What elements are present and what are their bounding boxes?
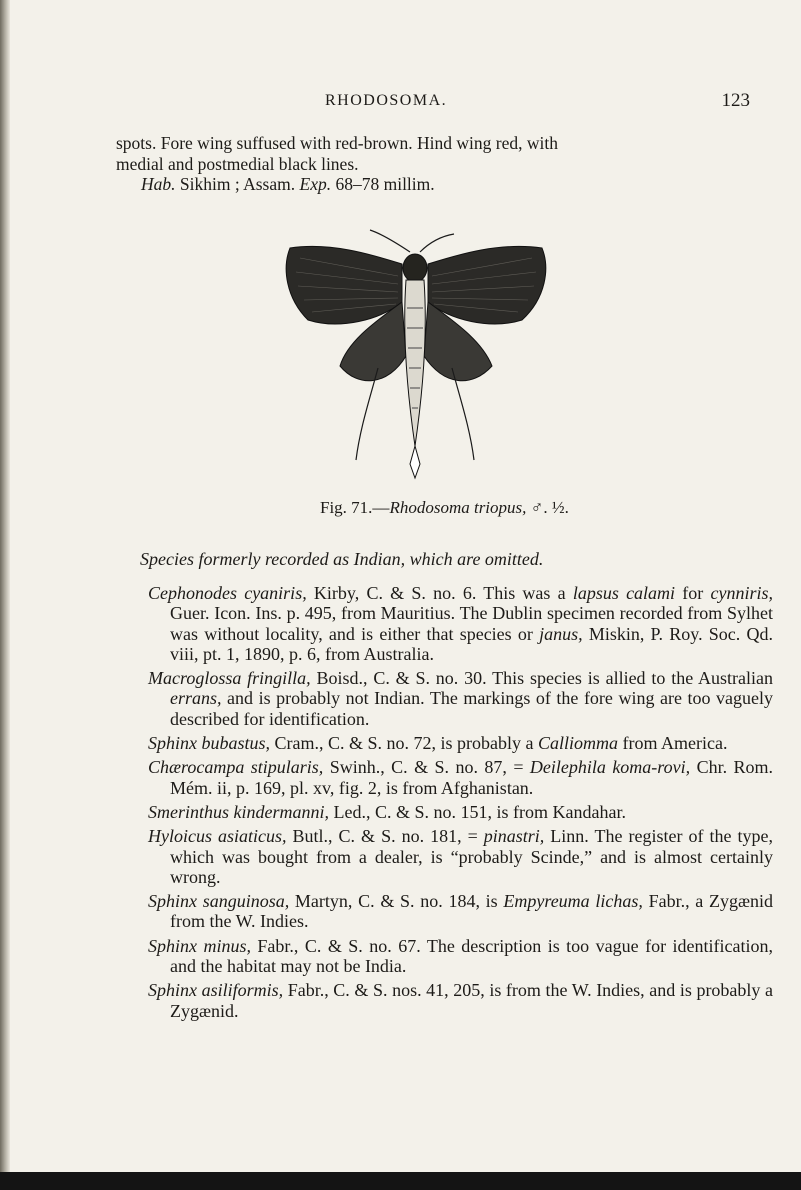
section-heading: Species formerly recorded as Indian, which are omitted. — [140, 549, 544, 569]
moth-thorax — [403, 254, 427, 282]
exp-text: 68–78 millim. — [331, 174, 435, 194]
entry-text: Linn. The register of the type, which was bought from a dealer, is “probably Scinde,” and is almost certainly wrong. — [170, 826, 773, 887]
intro-line-2: medial and postmedial black lines. — [116, 153, 359, 174]
species-name: Sphinx sanguinosa, — [148, 891, 290, 912]
entry-text: Led., C. & S. no. 151, is from Kandahar. — [328, 801, 626, 822]
figure-caption — [320, 498, 569, 518]
entry-text: and is probably not Indian. The markings of the fore wing are too vaguely described for identification. — [170, 688, 773, 729]
entry-text: Guer. Icon. Ins. p. 495, from Mauritius. The Dublin specimen recorded from Sylhet was without locality, and is either that species or — [170, 603, 773, 644]
hab-text: Sikhim ; Assam. — [175, 174, 300, 194]
page-binding-edge — [0, 0, 10, 1190]
entry-text: Cram., C. & S. no. 72, is probably a — [270, 733, 539, 754]
book-page — [30, 0, 790, 1190]
page-number: 123 — [721, 90, 750, 111]
entry-italic: Calliomma — [538, 733, 619, 754]
entry-sphinx-minus — [148, 936, 773, 977]
entry-text: Chr. Rom. Mém. ii, p. 169, pl. xv, fig. 2, is from Afghanistan. — [170, 757, 774, 798]
entry-text: Martyn, C. & S. no. 184, is — [289, 891, 504, 912]
species-name: Cephonodes cyaniris, — [148, 583, 307, 603]
entry-italic: pinastri, — [483, 826, 545, 847]
species-name: Macroglossa fringilla, — [148, 668, 311, 689]
entry-sphinx-sanguinosa — [148, 891, 773, 932]
entry-text: Butl., C. & S. no. 181, = — [286, 826, 484, 847]
running-head — [30, 92, 790, 116]
species-name: Sphinx minus, — [148, 935, 251, 956]
species-entries — [148, 583, 773, 1025]
entry-chaerocampa — [148, 757, 773, 798]
entry-cephonodes — [148, 583, 773, 664]
entry-italic: Deilephila koma-rovi, — [529, 757, 691, 778]
running-head-title: RHODOSOMA. — [325, 92, 448, 109]
moth-abdomen — [405, 280, 426, 446]
moth-illustration — [260, 228, 570, 488]
entry-text: Miskin, P. Roy. Soc. Qd. viii, pt. 1, 1890, p. 6, from Australia. — [170, 623, 773, 664]
entry-text: Fabr., a Zygænid from the W. Indies. — [170, 891, 773, 932]
species-name: Smerinthus kindermanni, — [148, 801, 329, 822]
entry-italic: errans, — [170, 688, 222, 709]
entry-text: for — [675, 583, 711, 603]
entry-text: Fabr., C. & S. no. 67. The description is too vague for identification, and the habitat may not be India. — [170, 935, 773, 977]
caption-suffix: ♂. ½. — [526, 498, 569, 517]
moth-abdomen-tip — [410, 446, 420, 478]
entry-text: Kirby, C. & S. no. 6. This was a — [306, 583, 573, 603]
moth-left-forewing — [286, 246, 402, 324]
entry-macroglossa — [148, 668, 773, 729]
moth-right-antenna — [420, 234, 454, 252]
caption-prefix: Fig. 71.— — [320, 498, 390, 517]
hab-label: Hab. — [141, 174, 176, 194]
entry-sphinx-bubastus — [148, 733, 773, 753]
species-name: Chærocampa stipularis, — [148, 757, 324, 778]
moth-left-antenna — [370, 230, 410, 252]
intro-paragraph — [116, 133, 796, 195]
entry-sphinx-asiliformis — [148, 980, 773, 1021]
entry-text: from America. — [618, 733, 728, 754]
entry-hyloicus — [148, 826, 773, 887]
entry-italic: cynniris, — [710, 583, 773, 603]
entry-text: Boisd., C. & S. no. 30. This species is allied to the Australian — [310, 668, 773, 689]
entry-italic: janus, — [539, 623, 583, 644]
species-name: Sphinx asiliformis, — [148, 980, 284, 1001]
species-name: Hyloicus asiaticus, — [148, 826, 287, 847]
caption-species: Rhodosoma triopus, — [389, 498, 527, 517]
species-name: Sphinx bubastus, — [148, 733, 271, 754]
entry-italic: Empyreuma lichas, — [503, 891, 643, 912]
intro-line-1: spots. Fore wing suffused with red-brown. Hind wing red, with — [116, 133, 558, 153]
entry-italic: lapsus calami — [572, 583, 676, 603]
exp-label: Exp. — [299, 174, 332, 194]
moth-right-forewing — [428, 246, 546, 324]
entry-text: Swinh., C. & S. no. 87, = — [323, 757, 530, 778]
moth-figure — [260, 228, 570, 488]
scan-bottom-edge — [0, 1172, 801, 1190]
entry-text: Fabr., C. & S. nos. 41, 205, is from the W. Indies, and is probably a Zygænid. — [170, 980, 773, 1021]
entry-smerinthus — [148, 802, 773, 822]
habitat-line — [116, 174, 796, 195]
